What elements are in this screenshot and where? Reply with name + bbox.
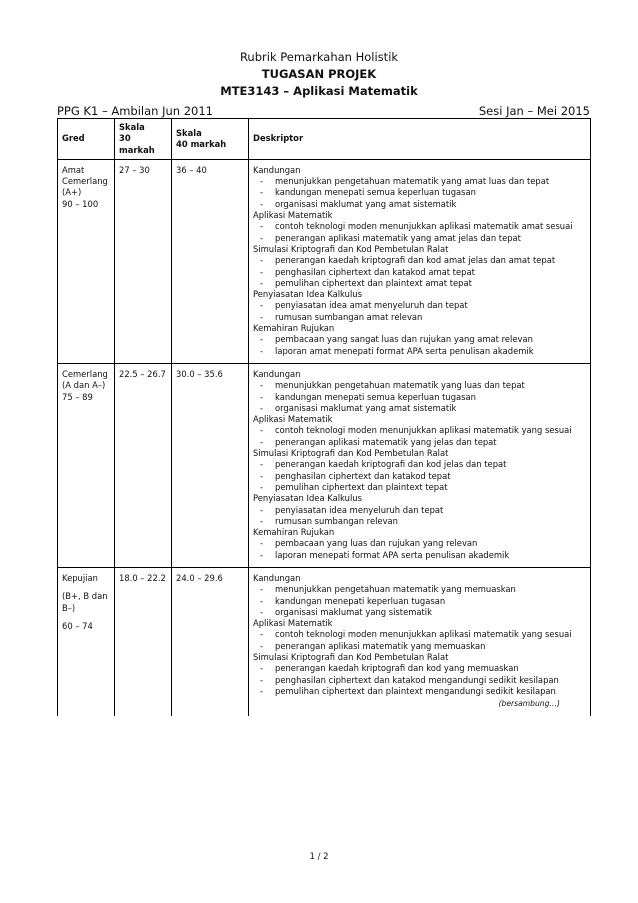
descriptor-item-text: penerangan kaedah kriptografi dan kod jelas dan tepat (275, 459, 507, 470)
descriptor-cell (249, 567, 591, 715)
descriptor-item-text: kandungan menepati keperluan tugasan (275, 595, 446, 606)
descriptor-item (253, 346, 586, 357)
dash-bullet: - (260, 402, 264, 413)
descriptor-item (253, 176, 586, 187)
descriptor-item-text: penyiasatan idea menyeluruh dan tepat (275, 504, 444, 515)
document-title: Rubrik Pemarkahan Holistik (239, 50, 399, 64)
dash-bullet: - (260, 663, 264, 674)
descriptor-item (253, 538, 586, 549)
descriptor-item (253, 300, 586, 311)
descriptor-section-title: Simulasi Kriptografi dan Kod Pembetulan Ralat (253, 243, 449, 254)
dash-bullet: - (260, 629, 264, 640)
rubric-table (57, 118, 591, 716)
header-skala-40 (172, 119, 249, 160)
dash-bullet: - (260, 515, 264, 526)
descriptor-item (253, 267, 586, 278)
descriptor-item-text: organisasi maklumat yang amat sistematik (275, 198, 457, 209)
descriptor-section-title: Kandungan (253, 572, 301, 583)
skala-40-cell: 30.0 – 35.6 (172, 363, 249, 567)
skala-30-cell: 22.5 – 26.7 (115, 363, 172, 567)
skala-40-cell: 36 – 40 (172, 159, 249, 363)
grade-label: 75 – 89 (62, 391, 93, 402)
descriptor-item-text: rumusan sumbangan relevan (275, 515, 398, 526)
dash-bullet: - (260, 685, 264, 696)
descriptor-cell (249, 363, 591, 567)
header-gred: Gred (58, 119, 115, 160)
descriptor-item (253, 380, 586, 391)
descriptor-item (253, 392, 586, 403)
descriptor-item-text: kandungan menepati semua keperluan tugasan (275, 187, 476, 198)
grade-label: Amat (62, 164, 85, 175)
descriptor-item-text: kandungan menepati semua keperluan tugasan (275, 391, 476, 402)
descriptor-item-text: penyiasatan idea amat menyeluruh dan tepat (275, 300, 468, 311)
dash-bullet: - (260, 459, 264, 470)
descriptor-section-title: Kemahiran Rujukan (253, 527, 335, 538)
header-skala-30-line1: Skala (119, 122, 145, 132)
descriptor-item-text: penghasilan ciphertext dan katakod mengandungi sedikit kesilapan (275, 674, 559, 685)
table-row (58, 363, 591, 567)
dash-bullet: - (260, 470, 264, 481)
grade-cell (58, 159, 115, 363)
dash-bullet: - (260, 255, 264, 266)
descriptor-item-text: contoh teknologi moden menunjukkan aplikasi matematik yang sesuai (275, 425, 572, 436)
grade-label: (A dan A–) (62, 380, 106, 391)
grade-label: Cemerlang (62, 368, 108, 379)
dash-bullet: - (260, 391, 264, 402)
descriptor-item-text: organisasi maklumat yang amat sistematik (275, 402, 457, 413)
dash-bullet: - (260, 640, 264, 651)
descriptor-item (253, 233, 586, 244)
descriptor-item (253, 459, 586, 470)
dash-bullet: - (260, 187, 264, 198)
table-row (58, 567, 591, 715)
grade-label: (B+, B dan (62, 591, 108, 602)
descriptor-item (253, 641, 586, 652)
dash-bullet: - (260, 334, 264, 345)
descriptor-item-text: pemulihan ciphertext dan plaintext mengandungi sedikit kesilapan (275, 685, 556, 696)
cohort-label: PPG K1 – Ambilan Jun 2011 (57, 104, 213, 118)
descriptor-item (253, 334, 586, 345)
dash-bullet: - (260, 595, 264, 606)
descriptor-item-text: menunjukkan pengetahuan matematik yang luas dan tepat (275, 380, 525, 391)
descriptor-item-text: contoh teknologi moden menunjukkan aplikasi matematik amat sesuai (275, 221, 573, 232)
dash-bullet: - (260, 538, 264, 549)
dash-bullet: - (260, 311, 264, 322)
descriptor-item-text: pembacaan yang luas dan rujukan yang relevan (275, 538, 478, 549)
grade-cell (58, 567, 115, 715)
dash-bullet: - (260, 380, 264, 391)
dash-bullet: - (260, 300, 264, 311)
descriptor-item (253, 629, 586, 640)
dash-bullet: - (260, 232, 264, 243)
header-skala-30-line2: 30 markah (119, 133, 155, 155)
descriptor-item-text: penghasilan ciphertext dan katakod tepat (275, 470, 451, 481)
skala-40-cell: 24.0 – 29.6 (172, 567, 249, 715)
dash-bullet: - (260, 436, 264, 447)
descriptor-item-text: rumusan sumbangan amat relevan (275, 311, 423, 322)
course-title: MTE3143 – Aplikasi Matematik (220, 84, 418, 98)
descriptor-item-text: pembacaan yang sangat luas dan rujukan yang amat relevan (275, 334, 533, 345)
descriptor-item (253, 584, 586, 595)
skala-30-cell: 18.0 – 22.2 (115, 567, 172, 715)
descriptor-item (253, 221, 586, 232)
continued-note: (bersambung…) (498, 699, 560, 709)
descriptor-item (253, 471, 586, 482)
descriptor-item (253, 505, 586, 516)
descriptor-item (253, 437, 586, 448)
grade-label: Kepujian (62, 572, 98, 583)
grade-label: B–) (62, 602, 76, 613)
descriptor-item-text: pemulihan ciphertext dan plaintext tepat (275, 481, 448, 492)
descriptor-section-title: Penyiasatan Idea Kalkulus (253, 289, 362, 300)
grade-label: 90 – 100 (62, 198, 99, 209)
dash-bullet: - (260, 549, 264, 560)
dash-bullet: - (260, 606, 264, 617)
session-label: Sesi Jan – Mei 2015 (478, 104, 590, 118)
header-skala-40-line2: 40 markah (176, 138, 227, 149)
descriptor-item (253, 550, 586, 561)
descriptor-section-title: Kemahiran Rujukan (253, 323, 335, 334)
grade-label: Cemerlang (62, 176, 108, 187)
descriptor-item (253, 403, 586, 414)
dash-bullet: - (260, 425, 264, 436)
dash-bullet: - (260, 674, 264, 685)
grade-label: 60 – 74 (62, 620, 93, 631)
dash-bullet: - (260, 221, 264, 232)
descriptor-item-text: penghasilan ciphertext dan katakod amat tepat (275, 266, 475, 277)
descriptor-item-text: contoh teknologi moden menunjukkan aplikasi matematik yang sesuai (275, 629, 572, 640)
descriptor-section-title: Aplikasi Matematik (253, 210, 333, 221)
descriptor-item-text: penerangan kaedah kriptografi dan kod amat jelas dan amat tepat (275, 255, 556, 266)
dash-bullet: - (260, 345, 264, 356)
descriptor-item (253, 312, 586, 323)
descriptor-item (253, 199, 586, 210)
dash-bullet: - (260, 584, 264, 595)
document-subtitle: TUGASAN PROJEK (261, 67, 377, 81)
descriptor-item-text: penerangan kaedah kriptografi dan kod yang memuaskan (275, 663, 519, 674)
header-skala-30 (115, 119, 172, 160)
header-deskriptor: Deskriptor (249, 119, 591, 160)
descriptor-item (253, 607, 586, 618)
page-number: 1 / 2 (309, 852, 329, 862)
descriptor-item (253, 187, 586, 198)
descriptor-item-text: pemulihan ciphertext dan plaintext amat tepat (275, 277, 472, 288)
dash-bullet: - (260, 198, 264, 209)
descriptor-section-title: Penyiasatan Idea Kalkulus (253, 493, 362, 504)
header-skala-40-line1: Skala (176, 127, 202, 138)
descriptor-item (253, 516, 586, 527)
descriptor-item-text: laporan menepati format APA serta penulisan akademik (275, 549, 510, 560)
descriptor-item-text: penerangan aplikasi matematik yang memuaskan (275, 640, 486, 651)
descriptor-item (253, 675, 586, 686)
descriptor-section-title: Simulasi Kriptografi dan Kod Pembetulan Ralat (253, 652, 449, 663)
rubric-body (58, 159, 591, 715)
descriptor-item (253, 686, 586, 697)
dash-bullet: - (260, 277, 264, 288)
dash-bullet: - (260, 481, 264, 492)
descriptor-item-text: penerangan aplikasi matematik yang amat jelas dan tepat (275, 232, 521, 243)
descriptor-section-title: Kandungan (253, 368, 301, 379)
descriptor-item-text: penerangan aplikasi matematik yang jelas dan tepat (275, 436, 497, 447)
grade-label: (A+) (62, 187, 82, 198)
descriptor-item (253, 278, 586, 289)
descriptor-item (253, 425, 586, 436)
descriptor-item-text: laporan amat menepati format APA serta penulisan akademik (275, 345, 534, 356)
descriptor-item-text: menunjukkan pengetahuan matematik yang memuaskan (275, 584, 516, 595)
dash-bullet: - (260, 266, 264, 277)
descriptor-section-title: Aplikasi Matematik (253, 618, 333, 629)
descriptor-item (253, 255, 586, 266)
descriptor-item (253, 663, 586, 674)
dash-bullet: - (260, 176, 264, 187)
descriptor-item (253, 596, 586, 607)
skala-30-cell: 27 – 30 (115, 159, 172, 363)
descriptor-section-title: Simulasi Kriptografi dan Kod Pembetulan Ralat (253, 448, 449, 459)
descriptor-section-title: Aplikasi Matematik (253, 414, 333, 425)
descriptor-cell (249, 159, 591, 363)
descriptor-item-text: menunjukkan pengetahuan matematik yang amat luas dan tepat (275, 176, 550, 187)
descriptor-item (253, 482, 586, 493)
descriptor-item-text: organisasi maklumat yang sistematik (275, 606, 432, 617)
descriptor-section-title: Kandungan (253, 164, 301, 175)
dash-bullet: - (260, 504, 264, 515)
grade-cell (58, 363, 115, 567)
table-header-row (58, 119, 591, 160)
table-row (58, 159, 591, 363)
